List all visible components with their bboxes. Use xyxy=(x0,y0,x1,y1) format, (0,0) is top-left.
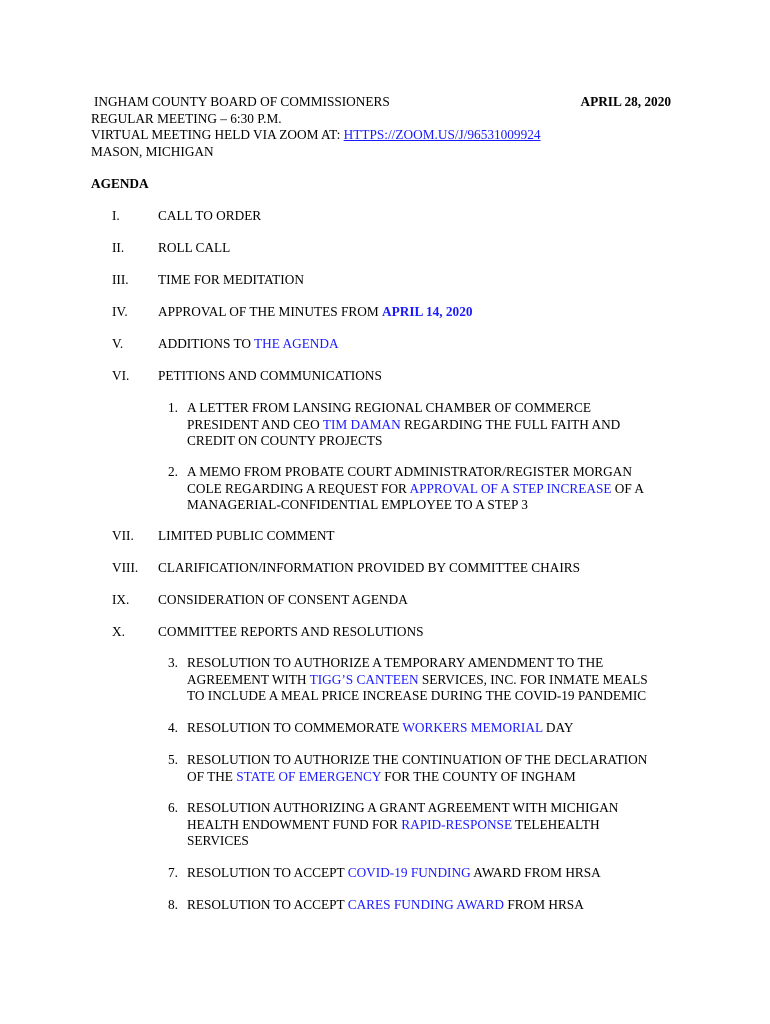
resolution-text-part: AGREEMENT WITH xyxy=(187,671,310,687)
resolution-text xyxy=(187,897,682,914)
item-number: VIII. xyxy=(112,560,139,575)
resolution-number: 5. xyxy=(168,752,178,767)
petition-line: MANAGERIAL-CONFIDENTIAL EMPLOYEE TO A STEP 3 xyxy=(187,497,528,512)
petition-line: A MEMO FROM PROBATE COURT ADMINISTRATOR/REGISTER MORGAN xyxy=(187,464,632,479)
meeting-date: APRIL 28, 2020 xyxy=(580,94,671,109)
resolution-text xyxy=(187,800,682,850)
workers-memorial-link[interactable]: WORKERS MEMORIAL xyxy=(402,720,543,735)
item-text: PETITIONS AND COMMUNICATIONS xyxy=(158,368,382,383)
item-text-wrapper xyxy=(158,336,339,353)
resolution-text xyxy=(187,720,682,737)
resolution-text-part: DAY xyxy=(542,720,574,735)
resolution-line xyxy=(187,897,682,914)
item-number: VI. xyxy=(112,368,130,383)
item-text: CONSIDERATION OF CONSENT AGENDA xyxy=(158,592,408,607)
virtual-meeting-label: VIRTUAL MEETING HELD VIA ZOOM AT: xyxy=(91,127,344,142)
item-text: ROLL CALL xyxy=(158,240,231,255)
petition-text xyxy=(187,400,682,450)
resolution-text-part: TELEHEALTH xyxy=(512,816,600,832)
resolution-text-part: OF THE xyxy=(187,768,237,784)
item-text: CALL TO ORDER xyxy=(158,208,262,223)
item-number: VII. xyxy=(112,528,134,543)
rapid-response-link[interactable]: RAPID-RESPONSE xyxy=(401,816,513,832)
resolution-text-part: RESOLUTION TO ACCEPT xyxy=(187,897,348,912)
item-number: IV. xyxy=(112,304,128,319)
agenda-heading: AGENDA xyxy=(91,176,149,191)
resolution-line xyxy=(187,769,682,786)
petition-text-part: OF A xyxy=(611,480,644,496)
org-name: INGHAM COUNTY BOARD OF COMMISSIONERS xyxy=(94,94,390,109)
item-text-wrapper xyxy=(158,304,473,321)
resolution-text-part: RESOLUTION TO COMMEMORATE xyxy=(187,720,403,735)
item-number: I. xyxy=(112,208,120,223)
zoom-link[interactable]: HTTPS://ZOOM.US/J/96531009924 xyxy=(343,127,541,142)
petition-text-part: REGARDING THE FULL FAITH AND xyxy=(400,416,621,432)
resolution-number: 8. xyxy=(168,897,178,912)
resolution-line xyxy=(187,817,682,834)
resolution-line: RESOLUTION AUTHORIZING A GRANT AGREEMENT WITH MICHIGAN xyxy=(187,800,619,815)
resolution-text xyxy=(187,865,682,882)
resolution-line: RESOLUTION TO AUTHORIZE THE CONTINUATION OF THE DECLARATION xyxy=(187,752,648,767)
tim-daman-link[interactable]: TIM DAMAN xyxy=(322,416,401,432)
resolution-number: 6. xyxy=(168,800,178,815)
item-number: X. xyxy=(112,624,125,639)
resolution-text-part: RESOLUTION TO ACCEPT xyxy=(187,865,348,880)
meeting-location: MASON, MICHIGAN xyxy=(91,143,214,159)
cares-funding-link[interactable]: CARES FUNDING AWARD xyxy=(347,897,504,912)
petition-text-part: COLE REGARDING A REQUEST FOR xyxy=(187,480,410,496)
minutes-link[interactable]: APRIL 14, 2020 xyxy=(382,304,473,319)
petition-text-part: PRESIDENT AND CEO xyxy=(187,416,323,432)
item-text: COMMITTEE REPORTS AND RESOLUTIONS xyxy=(158,624,424,639)
header-first-line xyxy=(91,94,671,111)
resolution-line: SERVICES xyxy=(187,833,249,848)
item-text: CLARIFICATION/INFORMATION PROVIDED BY COMMITTEE CHAIRS xyxy=(158,560,581,575)
resolution-line: TO INCLUDE A MEAL PRICE INCREASE DURING THE COVID-19 PANDEMIC xyxy=(187,688,647,703)
resolution-number: 4. xyxy=(168,720,178,735)
agenda-link[interactable]: THE AGENDA xyxy=(254,336,339,351)
petition-number: 1. xyxy=(168,400,178,415)
item-text: TIME FOR MEDITATION xyxy=(158,272,304,287)
meeting-time: REGULAR MEETING – 6:30 P.M. xyxy=(91,110,282,126)
petition-line: A LETTER FROM LANSING REGIONAL CHAMBER OF COMMERCE xyxy=(187,400,591,415)
resolution-line xyxy=(187,720,682,737)
resolution-line xyxy=(187,672,682,689)
item-number: II. xyxy=(112,240,125,255)
petition-number: 2. xyxy=(168,464,178,479)
petition-line xyxy=(187,481,682,498)
petition-line xyxy=(187,417,682,434)
resolution-text-part: FROM HRSA xyxy=(504,897,584,912)
state-of-emergency-link[interactable]: STATE OF EMERGENCY xyxy=(236,768,381,784)
item-text: ADDITIONS TO xyxy=(158,336,255,351)
petition-line: CREDIT ON COUNTY PROJECTS xyxy=(187,433,383,448)
resolution-text-part: HEALTH ENDOWMENT FUND FOR xyxy=(187,816,402,832)
resolution-line xyxy=(187,865,682,882)
resolution-text xyxy=(187,752,682,785)
virtual-meeting-line xyxy=(91,127,671,144)
item-number: III. xyxy=(112,272,129,287)
petition-text xyxy=(187,464,682,514)
item-number: IX. xyxy=(112,592,130,607)
resolution-line: RESOLUTION TO AUTHORIZE A TEMPORARY AMENDMENT TO THE xyxy=(187,655,604,670)
covid-funding-link[interactable]: COVID-19 FUNDING xyxy=(347,865,471,880)
item-number: V. xyxy=(112,336,124,351)
resolution-text-part: FOR THE COUNTY OF INGHAM xyxy=(380,768,576,784)
resolution-number: 7. xyxy=(168,865,178,880)
item-text: APPROVAL OF THE MINUTES FROM xyxy=(158,304,382,319)
document-header xyxy=(91,94,671,160)
resolution-number: 3. xyxy=(168,655,178,670)
resolution-text-part: SERVICES, INC. FOR INMATE MEALS xyxy=(418,671,648,687)
resolution-text xyxy=(187,655,682,705)
step-increase-link[interactable]: APPROVAL OF A STEP INCREASE xyxy=(409,480,612,496)
item-text: LIMITED PUBLIC COMMENT xyxy=(158,528,335,543)
tiggs-canteen-link[interactable]: TIGG’S CANTEEN xyxy=(309,671,419,687)
resolution-text-part: AWARD FROM HRSA xyxy=(470,865,601,880)
